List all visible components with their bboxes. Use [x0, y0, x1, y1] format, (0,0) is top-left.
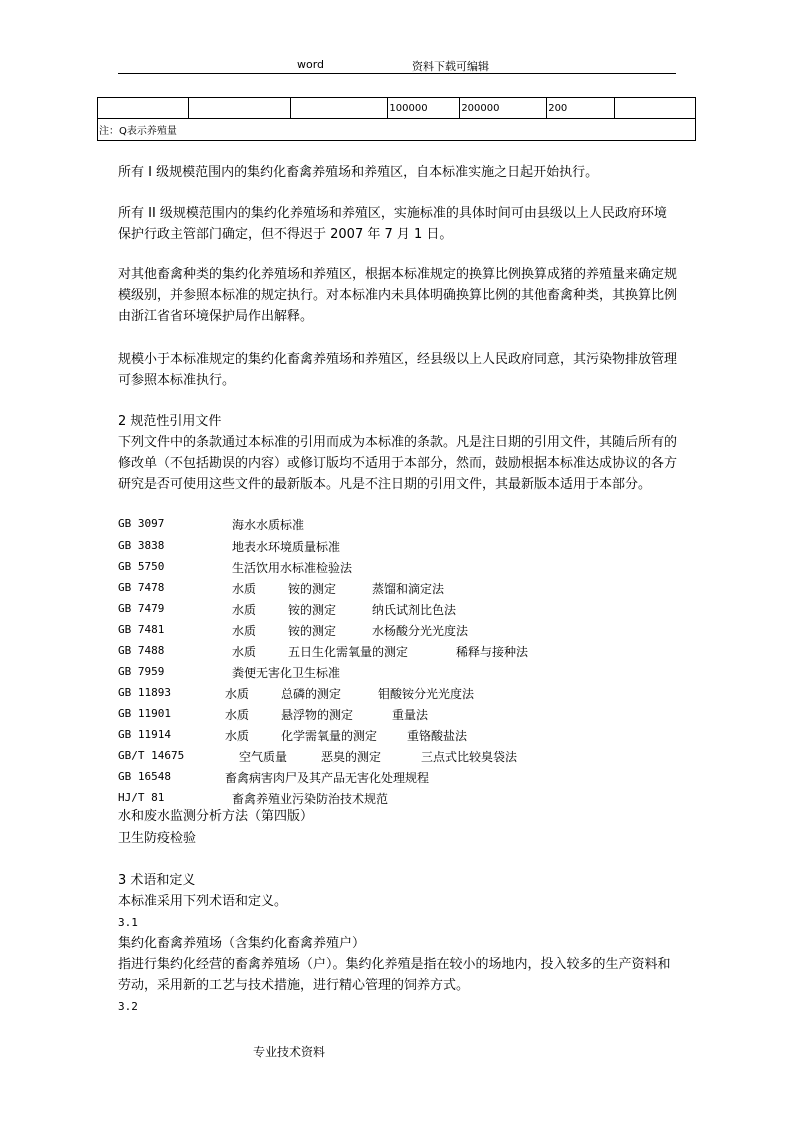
reference-item [118, 538, 678, 558]
reference-item [118, 769, 678, 789]
breeding-scale-table [97, 97, 696, 141]
reference-title-part: 水质 [225, 729, 250, 743]
reference-code: GB 7479 [118, 602, 165, 615]
reference-title-part: 五日生化需氧量的测定 [288, 645, 409, 659]
reference-title-part: 铵的测定 [288, 582, 337, 596]
reference-code: GB 16548 [118, 770, 171, 783]
reference-title-part: 总磷的测定 [281, 687, 342, 701]
reference-code: GB 11893 [118, 686, 171, 699]
reference-title-part: 悬浮物的测定 [281, 708, 354, 722]
reference-title-part: 恶臭的测定 [321, 750, 382, 764]
section-3-heading: 3 术语和定义 [118, 873, 196, 888]
reference-item [118, 516, 678, 536]
reference-title-part: 重量法 [392, 708, 429, 722]
reference-title-part: 水质 [232, 603, 257, 617]
table-cell [98, 98, 189, 119]
reference-code: GB 11914 [118, 728, 171, 741]
reference-code: GB/T 14675 [118, 749, 185, 762]
reference-title-part: 粪便无害化卫生标准 [232, 666, 341, 680]
reference-code: GB 3838 [118, 539, 165, 552]
reference-title-part: 生活饮用水标准检验法 [232, 561, 353, 575]
reference-item [118, 622, 678, 642]
reference-title-part: 稀释与接种法 [456, 645, 529, 659]
header-left: word [297, 58, 325, 71]
definition-3-1: 指进行集约化经营的畜禽养殖场（户）。集约化养殖是指在较小的场地内，投入较多的生产资料和劳动，采用新的工艺与技术措施，进行精心管理的饲养方式。 [118, 957, 671, 993]
reference-extra-1: 水和废水监测分析方法（第四版） [118, 809, 314, 824]
section-3-intro: 本标准采用下列术语和定义。 [118, 894, 288, 909]
paragraph-3: 对其他畜禽种类的集约化养殖场和养殖区，根据本标准规定的换算比例换算成猪的养殖量来确定规模级别，并参照本标准的规定执行。对本标准内未具体明确换算比例的其他畜禽种类，其换算比例由浙江省省环境保护局作出解释。 [118, 267, 678, 324]
reference-code: GB 7481 [118, 623, 165, 636]
reference-code: HJ/T 81 [118, 791, 165, 804]
table-cell [188, 98, 290, 119]
header-right: 资料下载可编辑 [412, 60, 489, 73]
reference-title-part: 水质 [225, 708, 250, 722]
term-3-1: 集约化畜禽养殖场（含集约化畜禽养殖户） [118, 936, 366, 951]
table-cell: 200 [547, 98, 615, 119]
reference-item [118, 580, 678, 600]
table-cell: 100000 [388, 98, 460, 119]
reference-title-part: 水质 [232, 582, 257, 596]
reference-title-part: 三点式比较臭袋法 [421, 750, 518, 764]
clause-3-1-number: 3.1 [118, 916, 138, 929]
reference-title-part: 铵的测定 [288, 624, 337, 638]
table-row [98, 98, 696, 119]
reference-title-part: 畜禽养殖业污染防治技术规范 [232, 792, 389, 806]
reference-title-part: 海水水质标准 [232, 518, 305, 532]
reference-item [118, 685, 678, 705]
reference-title-part: 铵的测定 [288, 603, 337, 617]
reference-item [118, 748, 678, 768]
clause-3-2-number: 3.2 [118, 1000, 138, 1013]
reference-title-part: 纳氏试剂比色法 [372, 603, 457, 617]
table-note: 注：Q表示养殖量 [98, 119, 696, 141]
paragraph-2: 所有 II 级规模范围内的集约化养殖场和养殖区，实施标准的具体时间可由县级以上人民政府环境保护行政主管部门确定，但不得迟于 2007 年 7 月 1 日。 [118, 206, 667, 242]
table-cell: 200000 [460, 98, 547, 119]
reference-title-part: 水质 [232, 624, 257, 638]
reference-code: GB 7488 [118, 644, 165, 657]
reference-code: GB 7959 [118, 665, 165, 678]
table-cell [615, 98, 696, 119]
reference-code: GB 3097 [118, 517, 165, 530]
section-2-heading: 2 规范性引用文件 [118, 414, 222, 429]
reference-item [118, 664, 678, 684]
reference-title-part: 水杨酸分光光度法 [372, 624, 469, 638]
paragraph-1: 所有 I 级规模范围内的集约化畜禽养殖场和养殖区，自本标准实施之日起开始执行。 [118, 165, 599, 180]
reference-code: GB 7478 [118, 581, 165, 594]
reference-title-part: 畜禽病害肉尸及其产品无害化处理规程 [225, 771, 430, 785]
reference-item [118, 559, 678, 579]
header-rule [118, 73, 676, 74]
reference-item [118, 601, 678, 621]
reference-title-part: 地表水环境质量标准 [232, 540, 341, 554]
reference-extra-2: 卫生防疫检验 [118, 831, 197, 846]
reference-title-part: 空气质量 [239, 750, 288, 764]
footer-text: 专业技术资料 [253, 1045, 326, 1059]
table-note-row [98, 119, 696, 141]
reference-code: GB 11901 [118, 707, 171, 720]
paragraph-4: 规模小于本标准规定的集约化畜禽养殖场和养殖区，经县级以上人民政府同意，其污染物排放管理可参照本标准执行。 [118, 352, 678, 388]
reference-title-part: 水质 [225, 687, 250, 701]
reference-title-part: 重铬酸盐法 [407, 729, 468, 743]
reference-item [118, 643, 678, 663]
reference-title-part: 化学需氧量的测定 [281, 729, 378, 743]
reference-title-part: 蒸馏和滴定法 [372, 582, 445, 596]
reference-title-part: 钼酸铵分光光度法 [378, 687, 475, 701]
reference-code: GB 5750 [118, 560, 165, 573]
reference-title-part: 水质 [232, 645, 257, 659]
table-cell [290, 98, 388, 119]
reference-item [118, 706, 678, 726]
section-2-intro: 下列文件中的条款通过本标准的引用而成为本标准的条款。凡是注日期的引用文件，其随后所有的修改单（不包括勘误的内容）或修订版均不适用于本部分，然而，鼓励根据本标准达成协议的各方研究是否可使用这些文件的最新版本。凡是不注日期的引用文件，其最新版本适用于本部分。 [118, 435, 678, 492]
reference-item [118, 727, 678, 747]
